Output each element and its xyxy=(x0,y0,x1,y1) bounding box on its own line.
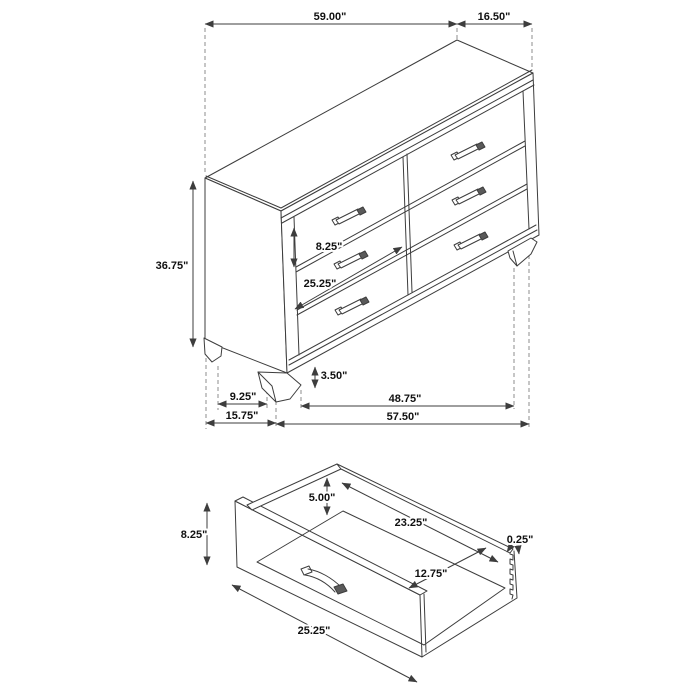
dim-drawer-inner-height-label: 5.00" xyxy=(308,492,336,504)
dresser-body xyxy=(204,40,539,402)
dim-foot-height xyxy=(315,367,347,388)
dim-drawer-front-height-label: 8.25" xyxy=(180,529,208,541)
dim-drawer-inner-width xyxy=(342,483,498,562)
dim-base-depth-total xyxy=(206,410,276,423)
dim-overall-height xyxy=(156,181,193,347)
drawer-right-end-edges xyxy=(422,551,517,657)
dim-panel-thickness-arrow-right xyxy=(518,546,519,554)
drawer-body xyxy=(235,464,517,657)
dim-drawer-height-label: 8.25" xyxy=(315,241,343,253)
dim-drawer-width-label: 25.25" xyxy=(303,278,337,290)
dim-drawer-inner-depth xyxy=(409,548,486,588)
dim-overall-height-label: 36.75" xyxy=(155,260,189,272)
drawer-back-panel-top-edge xyxy=(337,464,513,553)
dim-drawer-inner-depth-label: 12.75" xyxy=(414,568,448,580)
dim-front-total-width-label: 57.50" xyxy=(386,411,420,423)
dim-top-width-label: 59.00" xyxy=(313,11,347,23)
dim-foot-inset-depth xyxy=(218,391,267,404)
dresser-diagram xyxy=(156,11,539,429)
dim-drawer-front-height xyxy=(181,503,208,565)
dim-front-inner-width xyxy=(301,393,514,406)
dresser-foot-front xyxy=(258,372,301,402)
drawer-dovetail-joint xyxy=(510,554,513,599)
dim-front-inner-width-label: 48.75" xyxy=(388,393,422,405)
dim-drawer-inner-height xyxy=(309,478,336,515)
dim-top-depth-label: 16.50" xyxy=(477,11,511,23)
dim-drawer-inner-width-label: 23.25" xyxy=(394,517,428,529)
dim-foot-inset-label: 9.25" xyxy=(229,391,257,403)
dim-top-width xyxy=(205,11,457,24)
dim-front-total-width xyxy=(276,411,529,424)
dim-top-depth xyxy=(457,11,532,24)
dim-foot-height-label: 3.50" xyxy=(320,370,348,382)
dim-drawer-front-width-label: 25.25" xyxy=(297,625,331,637)
dim-panel-thickness-label: 0.25" xyxy=(506,534,534,546)
drawer-diagram xyxy=(181,464,534,682)
dim-base-depth-label: 15.75" xyxy=(225,410,259,422)
